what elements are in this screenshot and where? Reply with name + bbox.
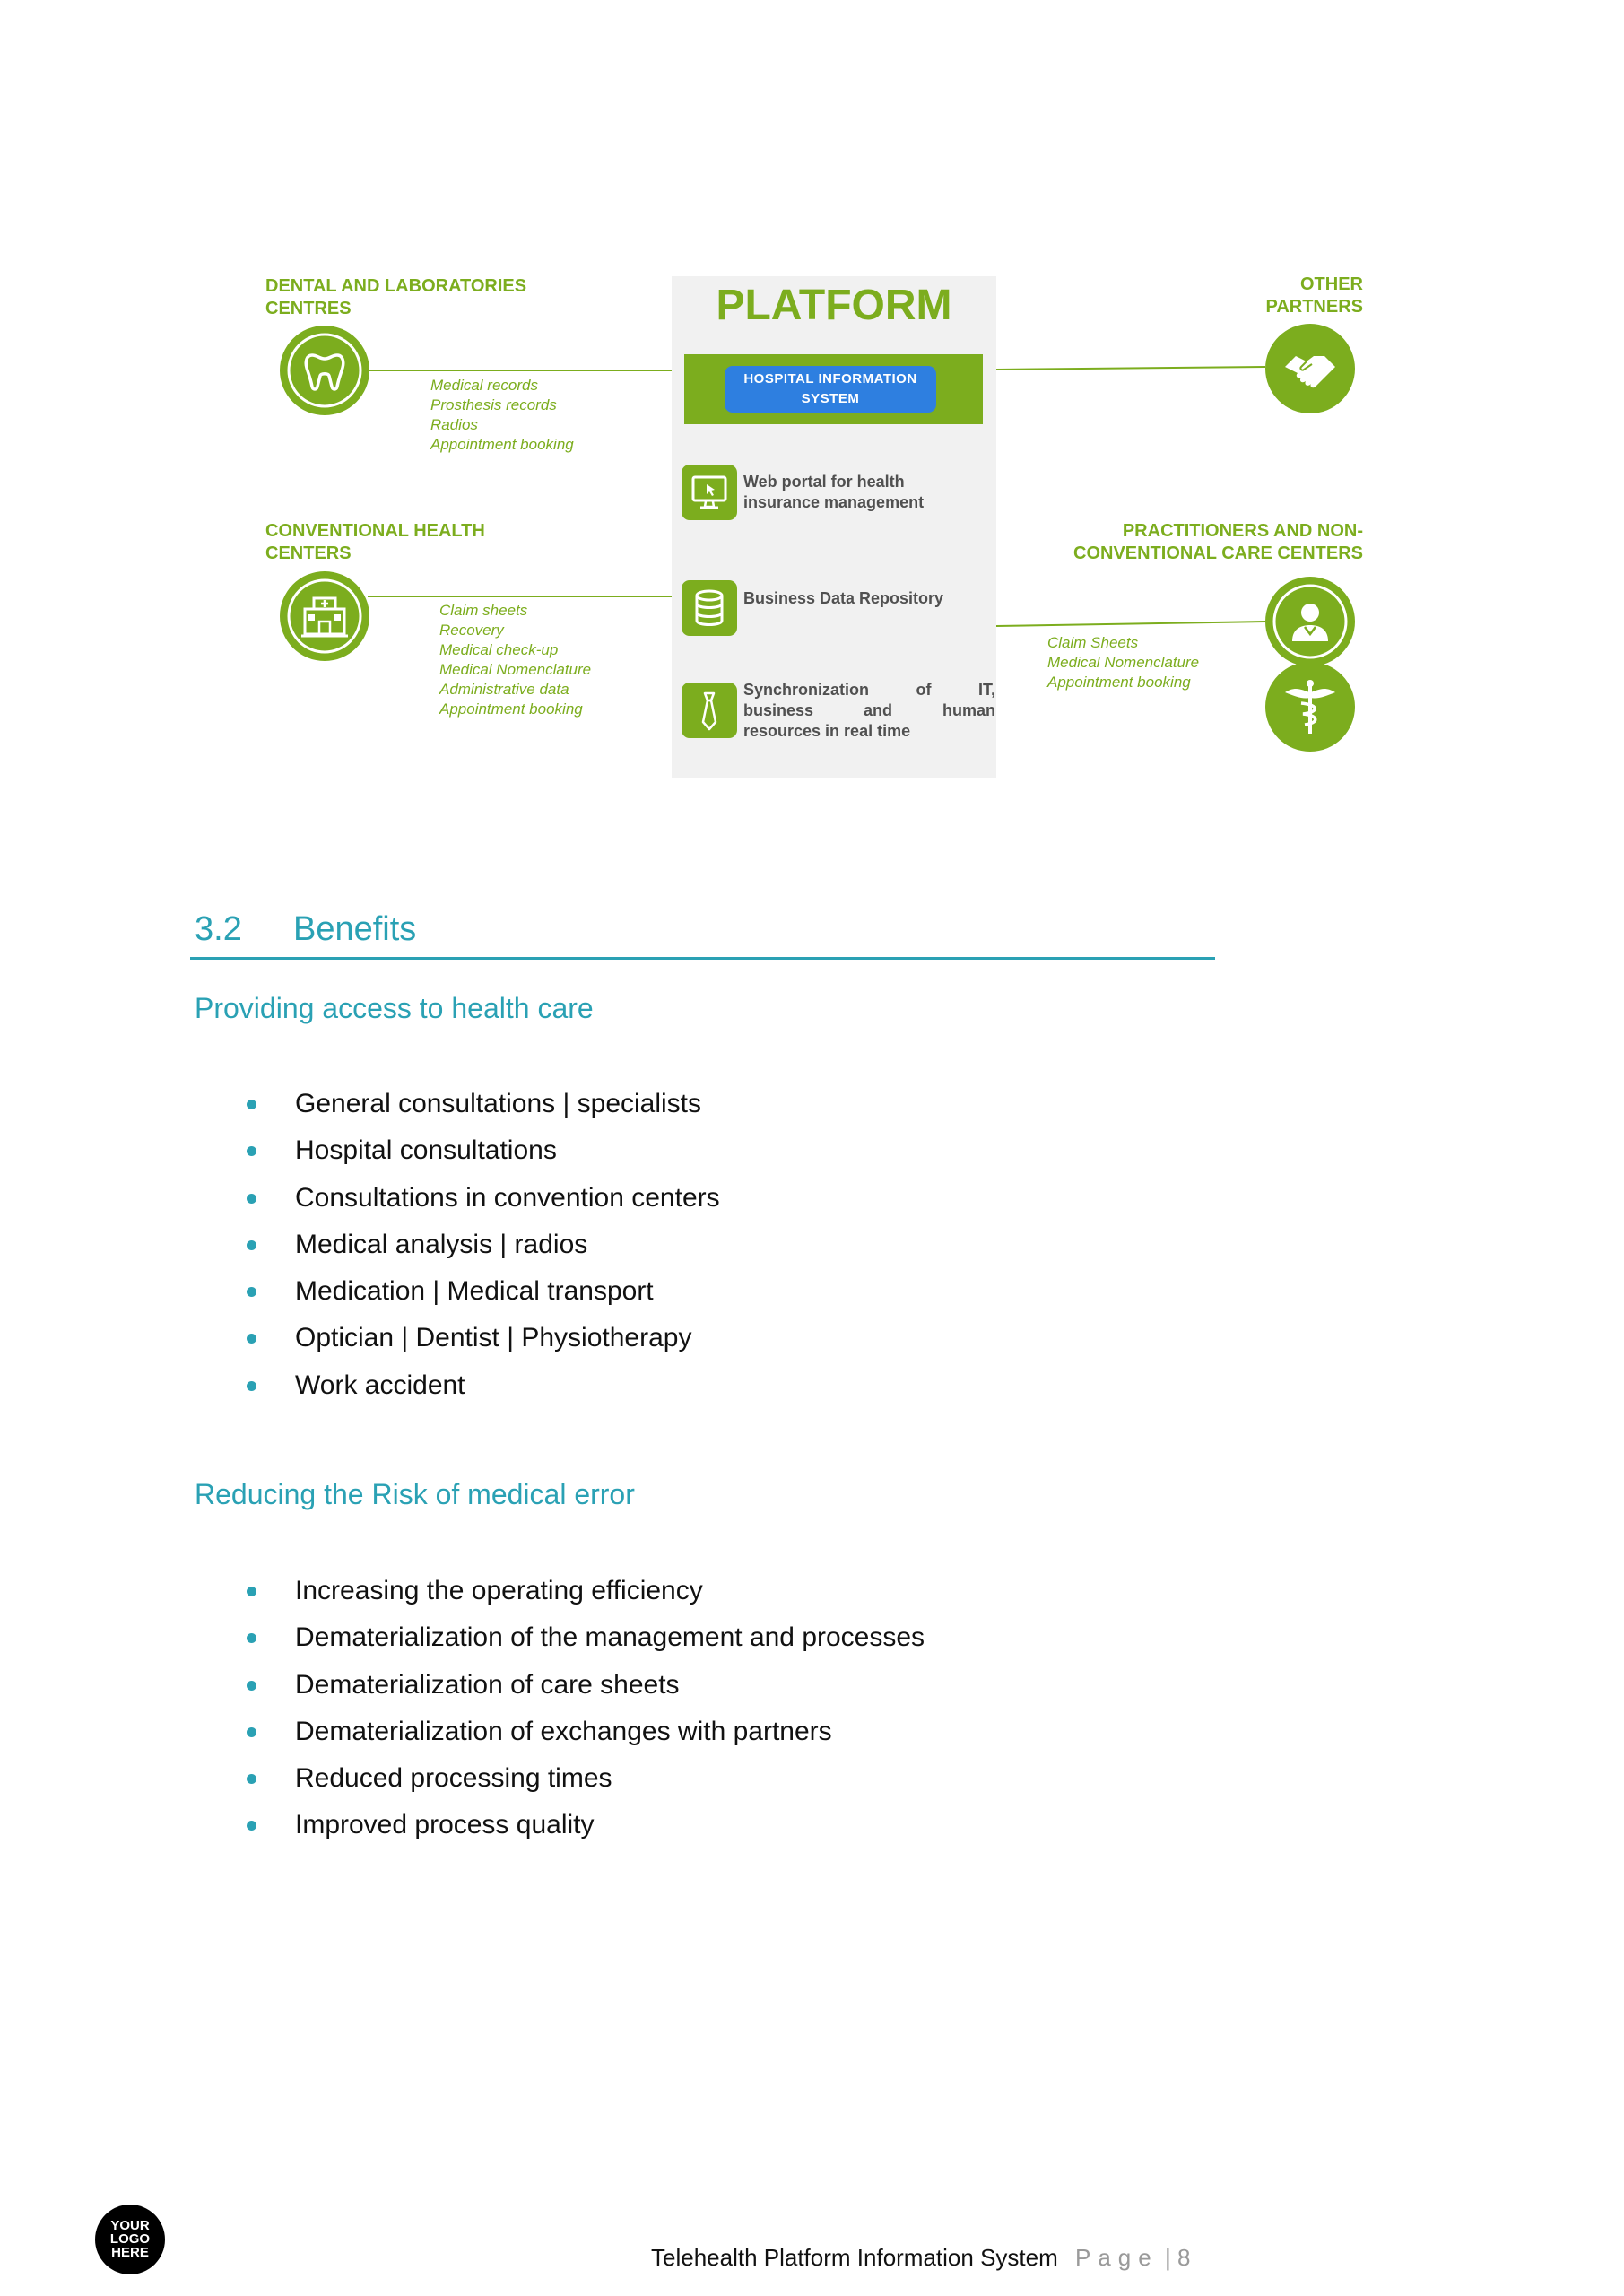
caduceus-icon — [1265, 662, 1355, 752]
dental-centres-title: DENTAL AND LABORATORIES CENTRES — [265, 276, 527, 318]
list-item: Claim sheets — [439, 602, 528, 619]
list-item: Increasing the operating efficiency — [247, 1568, 925, 1614]
dental-items — [430, 376, 574, 455]
list-item: Optician | Dentist | Physiotherapy — [247, 1315, 720, 1361]
list-item: Dematerialization of exchanges with partners — [247, 1709, 925, 1755]
bullet-icon — [247, 1774, 256, 1784]
database-icon — [682, 580, 737, 636]
tooth-icon — [280, 326, 369, 415]
bullet-icon — [247, 1587, 256, 1596]
access-list — [247, 1081, 720, 1409]
bullet-icon — [247, 1821, 256, 1831]
conventional-centers-title: CONVENTIONAL HEALTH CENTERS — [265, 521, 485, 563]
web-portal-feature: Web portal for health insurance management — [743, 473, 925, 511]
monitor-icon — [682, 465, 737, 520]
bullet-icon — [247, 1633, 256, 1643]
company-logo: YOUR LOGO HERE — [95, 2205, 165, 2274]
conventional-items — [439, 601, 591, 719]
section-heading — [195, 909, 416, 950]
list-item: Dematerialization of the management and processes — [247, 1614, 925, 1661]
list-item: Appointment booking — [1047, 674, 1191, 691]
list-item: Consultations in convention centers — [247, 1175, 720, 1222]
risk-list — [247, 1568, 925, 1849]
platform-title: PLATFORM — [716, 282, 952, 329]
platform-panel — [672, 276, 996, 778]
list-item: Medical records — [430, 377, 538, 394]
document-title: Telehealth Platform Information System — [651, 2244, 1058, 2271]
access-heading: Providing access to health care — [195, 992, 594, 1024]
list-item: Appointment booking — [439, 700, 583, 718]
bullet-icon — [247, 1194, 256, 1204]
bullet-icon — [247, 1334, 256, 1344]
list-item: Medication | Medical transport — [247, 1268, 720, 1315]
handshake-icon — [1265, 324, 1355, 413]
list-item: Appointment booking — [430, 436, 574, 453]
other-partners-title: OTHER PARTNERS — [1265, 274, 1363, 317]
hospital-icon — [280, 571, 369, 661]
list-item: Work accident — [247, 1362, 720, 1409]
list-item: Dematerialization of care sheets — [247, 1662, 925, 1709]
list-item: Radios — [430, 416, 478, 433]
page-separator: | — [1164, 2244, 1171, 2271]
list-item: Claim Sheets — [1047, 634, 1139, 651]
bullet-icon — [247, 1381, 256, 1391]
section-title: Benefits — [293, 910, 417, 948]
list-item: Medical Nomenclature — [1047, 654, 1200, 671]
synchronization-feature: Synchronization of IT, business and human resources in real time — [743, 681, 995, 740]
section-number: 3.2 — [195, 910, 242, 948]
page-number: 8 — [1177, 2244, 1191, 2271]
list-item: Prosthesis records — [430, 396, 557, 413]
section-rule — [190, 957, 1215, 960]
list-item: Medical analysis | radios — [247, 1222, 720, 1268]
tie-icon — [682, 683, 737, 738]
bullet-icon — [247, 1146, 256, 1156]
hospital-information-system-badge: HOSPITAL INFORMATION SYSTEM — [725, 366, 936, 413]
doctor-icon — [1265, 577, 1355, 666]
bullet-icon — [247, 1727, 256, 1737]
list-item: Medical check-up — [439, 641, 559, 658]
practitioners-items — [1047, 633, 1199, 692]
practitioners-title: PRACTITIONERS AND NON- CONVENTIONAL CARE CENTERS — [1073, 521, 1363, 563]
page-footer — [651, 2242, 1190, 2273]
business-data-repository-feature: Business Data Repository — [743, 589, 944, 607]
list-item: Recovery — [439, 622, 504, 639]
bullet-icon — [247, 1240, 256, 1250]
bullet-icon — [247, 1681, 256, 1691]
bullet-icon — [247, 1287, 256, 1297]
list-item: Reduced processing times — [247, 1755, 925, 1802]
bullet-icon — [247, 1100, 256, 1109]
list-item: Medical Nomenclature — [439, 661, 592, 678]
list-item: General consultations | specialists — [247, 1081, 720, 1127]
risk-heading: Reducing the Risk of medical error — [195, 1478, 635, 1510]
list-item: Administrative data — [439, 681, 569, 698]
list-item: Hospital consultations — [247, 1127, 720, 1174]
his-band — [684, 354, 983, 424]
page-label: Page — [1075, 2244, 1159, 2271]
list-item: Improved process quality — [247, 1802, 925, 1848]
